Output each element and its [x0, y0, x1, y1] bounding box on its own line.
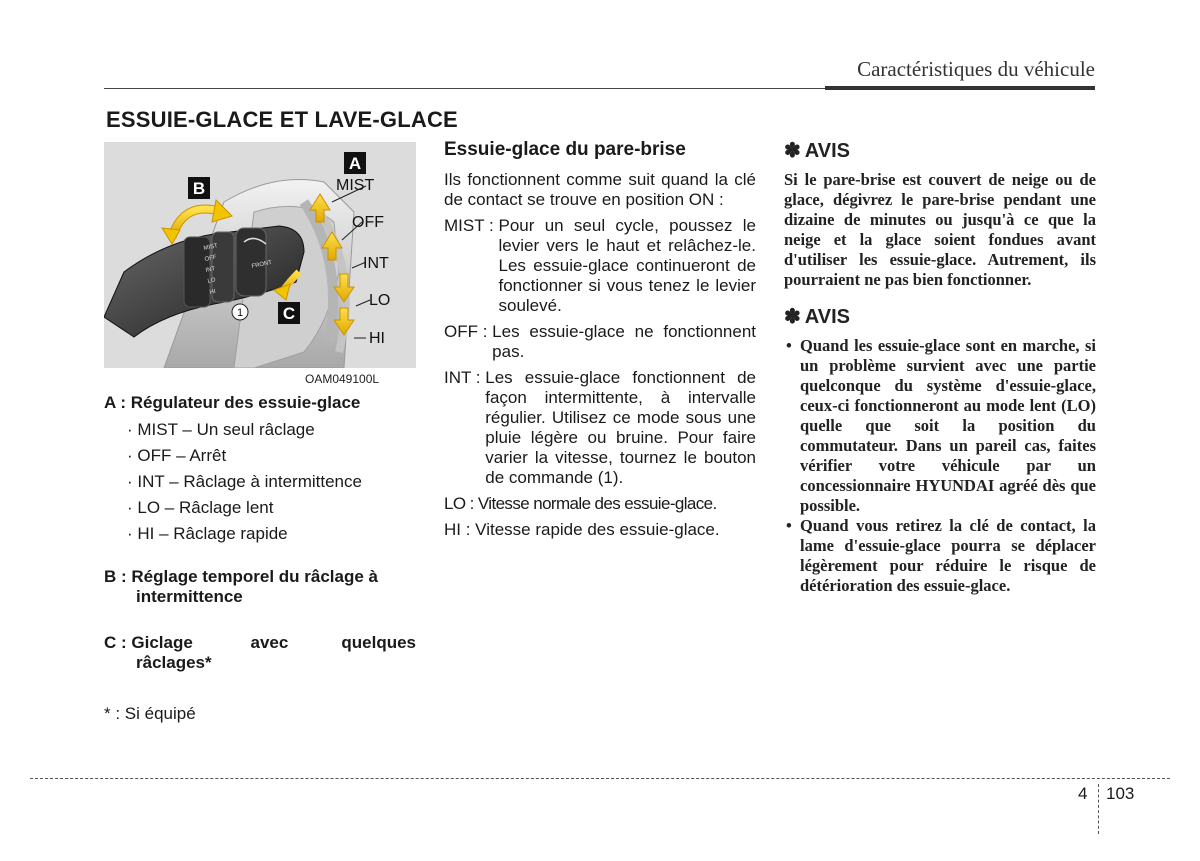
mode-mist-desc: Pour un seul cycle, poussez le levier vers le haut et relâchez-le. Les essuie-glace continueront de fonctionner si vous tenez le levier soulevé.	[498, 216, 756, 315]
section-title: ESSUIE-GLACE ET LAVE-GLACE	[106, 107, 458, 132]
notice-2-heading	[784, 304, 1096, 330]
notice-2-title: AVIS	[804, 306, 850, 328]
notice-1-title: AVIS	[804, 140, 850, 162]
lever-label-lo: LO	[207, 277, 217, 285]
figure-legend	[104, 393, 416, 673]
page-header-title: Caractéristiques du véhicule	[857, 57, 1095, 81]
lever-label-mist: MIST	[203, 243, 219, 252]
position-label-lo: LO	[369, 292, 391, 309]
legend-b-label: B :	[104, 567, 127, 586]
legend-item-c	[104, 633, 416, 673]
legend-c-word-2: avec	[250, 633, 289, 652]
lever-label-int: INT	[205, 266, 216, 274]
mode-int-desc: Les essuie-glace fonctionnent de façon intermittente, à intervalle régulier. Utilisez ce mode sous une pluie légère ou bruine. Pour faire varier la vitesse, tournez le bouton de commande (1).	[485, 368, 756, 487]
wiper-lever-figure	[104, 142, 416, 368]
mode-off-term: OFF :	[444, 322, 493, 341]
position-label-int: INT	[363, 255, 389, 272]
mode-int	[444, 368, 756, 488]
marker-b: B	[192, 179, 206, 198]
legend-c-word-1: Giclage	[131, 633, 193, 652]
position-label-mist: MIST	[336, 177, 375, 194]
mode-off	[444, 322, 756, 362]
legend-a-subitem-hi: · HI – Râclage rapide	[127, 524, 288, 543]
footer-rule	[30, 778, 1170, 779]
legend-a-subitem-mist: · MIST – Un seul râclage	[127, 420, 315, 439]
notice-1-text: Si le pare-brise est couvert de neige ou de glace, dégivrez le pare-brise pendant une dizaine de minutes ou jusqu'à ce que la neige et la glace soient fondues avant d'utiliser les essuie-glace. Autrement, ils pourraient ne pas bien fonctionner.	[784, 170, 1096, 289]
footer-divider	[1098, 784, 1099, 834]
notices-column	[784, 138, 1096, 596]
legend-c-word-3: quelques	[341, 633, 416, 652]
legend-item-a	[104, 393, 416, 413]
asterisk-icon: ✽	[784, 140, 801, 162]
header-rule-accent	[825, 86, 1095, 90]
marker-c: C	[282, 304, 296, 323]
legend-a-subitem-int: · INT – Râclage à intermittence	[127, 472, 362, 491]
chapter-number: 4	[1078, 784, 1088, 803]
legend-c-word-4: râclages*	[136, 653, 212, 672]
notice-1-heading	[784, 138, 1096, 164]
knob-marker-number: 1	[236, 307, 244, 319]
footnote-optional: * : Si équipé	[104, 704, 196, 723]
mode-mist	[444, 216, 756, 316]
lever-label-front: FRONT	[251, 259, 273, 270]
mode-mist-term: MIST :	[444, 216, 499, 235]
legend-item-b	[104, 567, 416, 607]
mode-lo: LO : Vitesse normale des essuie-glace.	[444, 494, 717, 513]
windshield-wiper-intro: Ils fonctionnent comme suit quand la clé de contact se trouve en position ON :	[444, 170, 756, 209]
asterisk-icon: ✽	[784, 306, 801, 328]
mode-int-term: INT :	[444, 368, 486, 387]
legend-a-subitem-off: · OFF – Arrêt	[127, 446, 227, 465]
legend-a-subitem-lo: · LO – Râclage lent	[127, 498, 274, 517]
notice-2-bullet: • Quand les essuie-glace sont en marche, si un problème survient avec une partie quelconque du système d'essuie-glace, ceux-ci fonctionneront au mode lent (LO) quelle que soit la position du commutateur. Dans un pareil cas, faites vérifier votre véhicule par un concessionnaire HYUNDAI agréé dès que possible.	[784, 336, 1096, 516]
legend-c-label: C :	[104, 633, 127, 652]
marker-a: A	[348, 154, 362, 173]
mode-hi: HI : Vitesse rapide des essuie-glace.	[444, 520, 720, 539]
figure-caption: OAM049100L	[305, 372, 380, 386]
position-label-off: OFF	[352, 214, 384, 231]
windshield-wiper-heading: Essuie-glace du pare-brise	[444, 139, 686, 160]
mode-off-desc: Les essuie-glace ne fonctionnent pas.	[492, 322, 756, 361]
windshield-wiper-section	[444, 138, 756, 546]
lever-label-off: OFF	[204, 254, 218, 263]
page-number: 103	[1106, 784, 1135, 803]
notice-2-bullet: • Quand vous retirez la clé de contact, la lame d'essuie-glace pourra se déplacer légèrement pour réduire le risque de détérioration des essuie-glace.	[784, 516, 1096, 596]
legend-b-text: Réglage temporel du râclage à intermittence	[131, 567, 378, 606]
legend-a-text: Régulateur des essuie-glace	[130, 393, 361, 412]
legend-a-label: A :	[104, 393, 127, 412]
wiper-lever-illustration	[104, 142, 416, 368]
position-label-hi: HI	[369, 330, 385, 347]
lever-label-hi: HI	[209, 288, 217, 296]
